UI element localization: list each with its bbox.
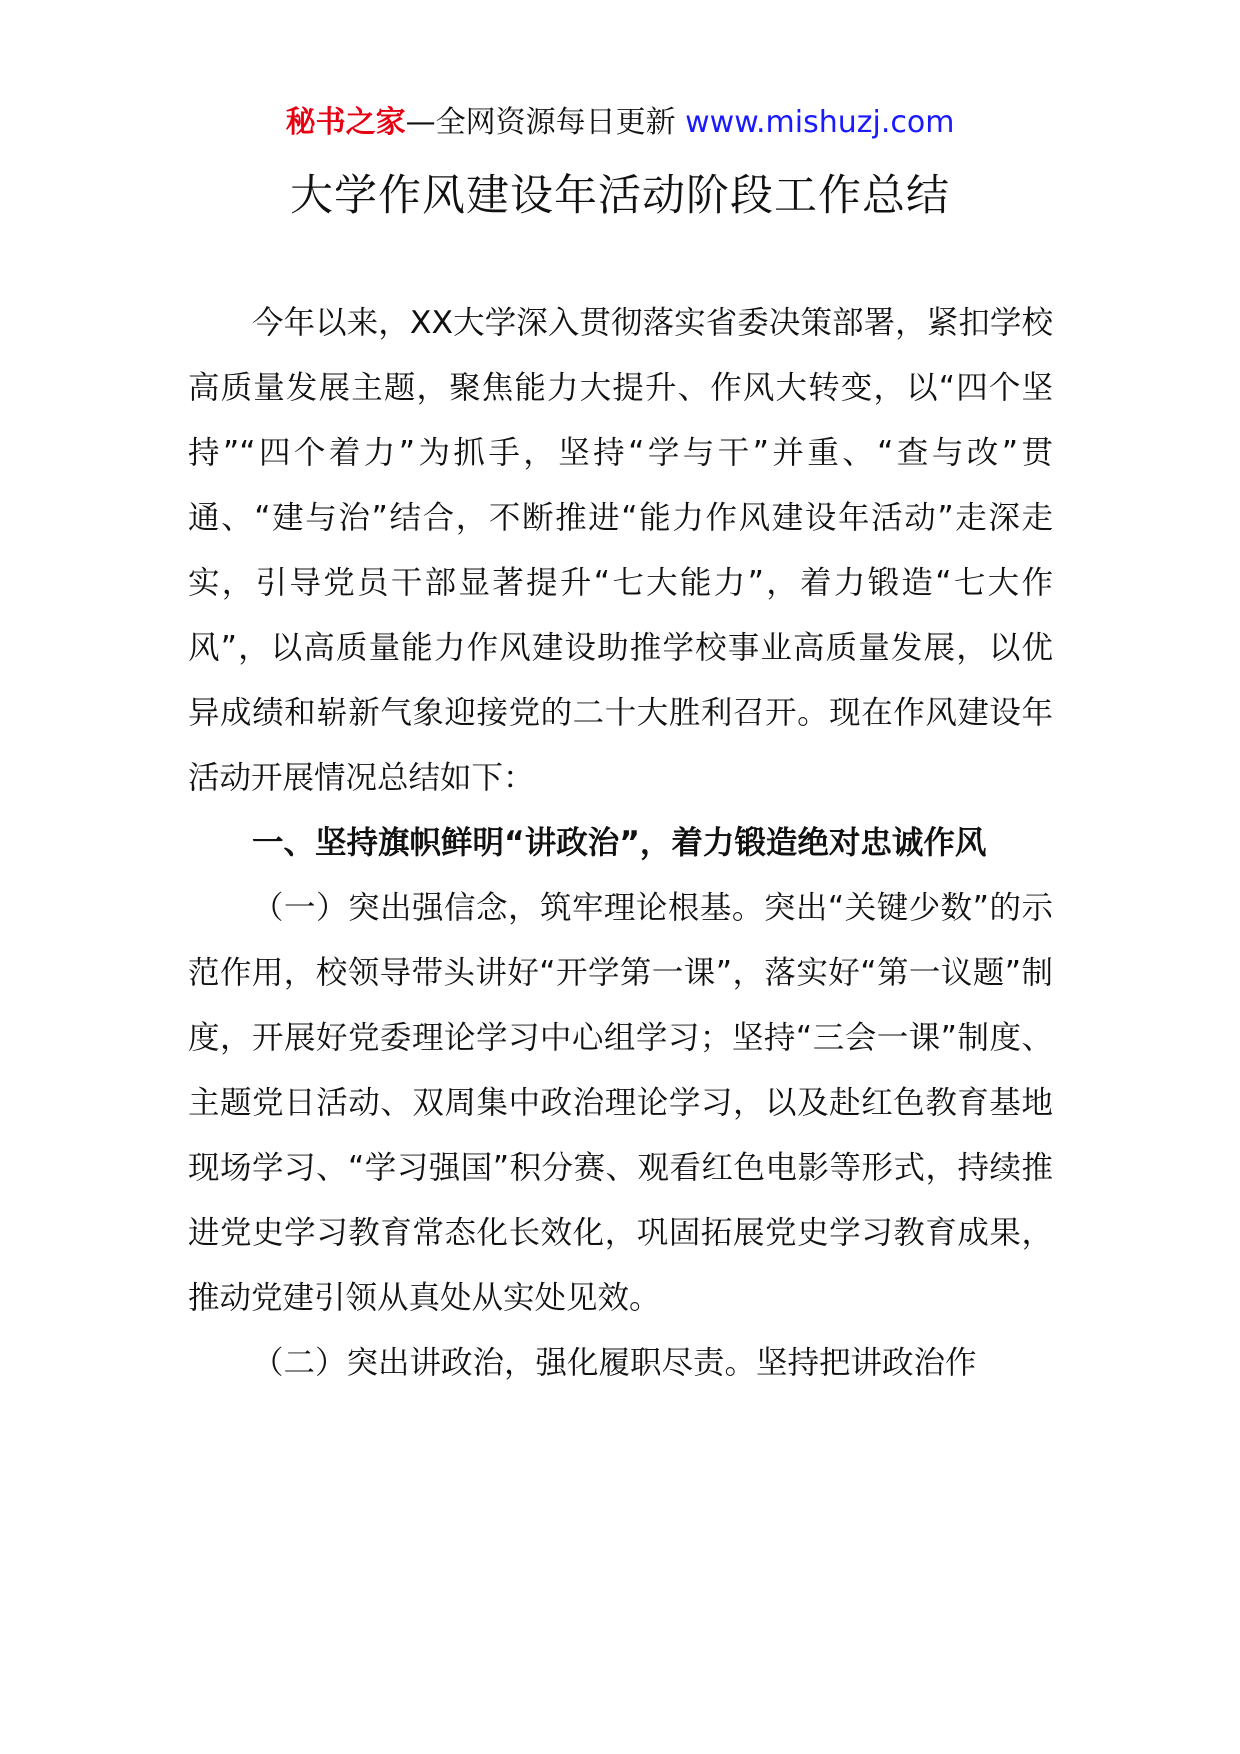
header-slogan: —全网资源每日更新 — [405, 105, 676, 140]
section-heading-1: 一、坚持旗帜鲜明“讲政治”，着力锻造绝对忠诚作风 — [252, 825, 987, 861]
site-url-link[interactable]: www.mishuzj.com — [685, 105, 955, 140]
subsection-paragraph-2: （二）突出讲政治，强化履职尽责。坚持把讲政治作 — [252, 1345, 977, 1381]
document-title: 大学作风建设年活动阶段工作总结 — [290, 171, 950, 221]
site-header — [0, 103, 1240, 143]
document-body — [188, 291, 1053, 1396]
brand-name: 秘书之家 — [285, 105, 406, 140]
subsection-paragraph-1: （一）突出强信念，筑牢理论根基。突出“关键少数”的示范作用，校领导带头讲好“开学第一课”，落实好“第一议题”制度，开展好党委理论学习中心组学习；坚持“三会一课”制度、主题党日活动、双周集中政治理论学习，以及赴红色教育基地现场学习、“学习强国”积分赛、观看红色电影等形式，持续推进党史学习教育常态化长效化，巩固拓展党史学习教育成果，推动党建引领从真处从实处见效。 — [188, 890, 1053, 1316]
intro-paragraph: 今年以来，XX大学深入贯彻落实省委决策部署，紧扣学校高质量发展主题，聚焦能力大提升、作风大转变，以“四个坚持”“四个着力”为抓手，坚持“学与干”并重、“查与改”贯通、“建与治”结合，不断推进“能力作风建设年活动”走深走实，引导党员干部显著提升“七大能力”，着力锻造“七大作风”，以高质量能力作风建设助推学校事业高质量发展，以优异成绩和崭新气象迎接党的二十大胜利召开。现在作风建设年活动开展情况总结如下： — [188, 305, 1053, 796]
